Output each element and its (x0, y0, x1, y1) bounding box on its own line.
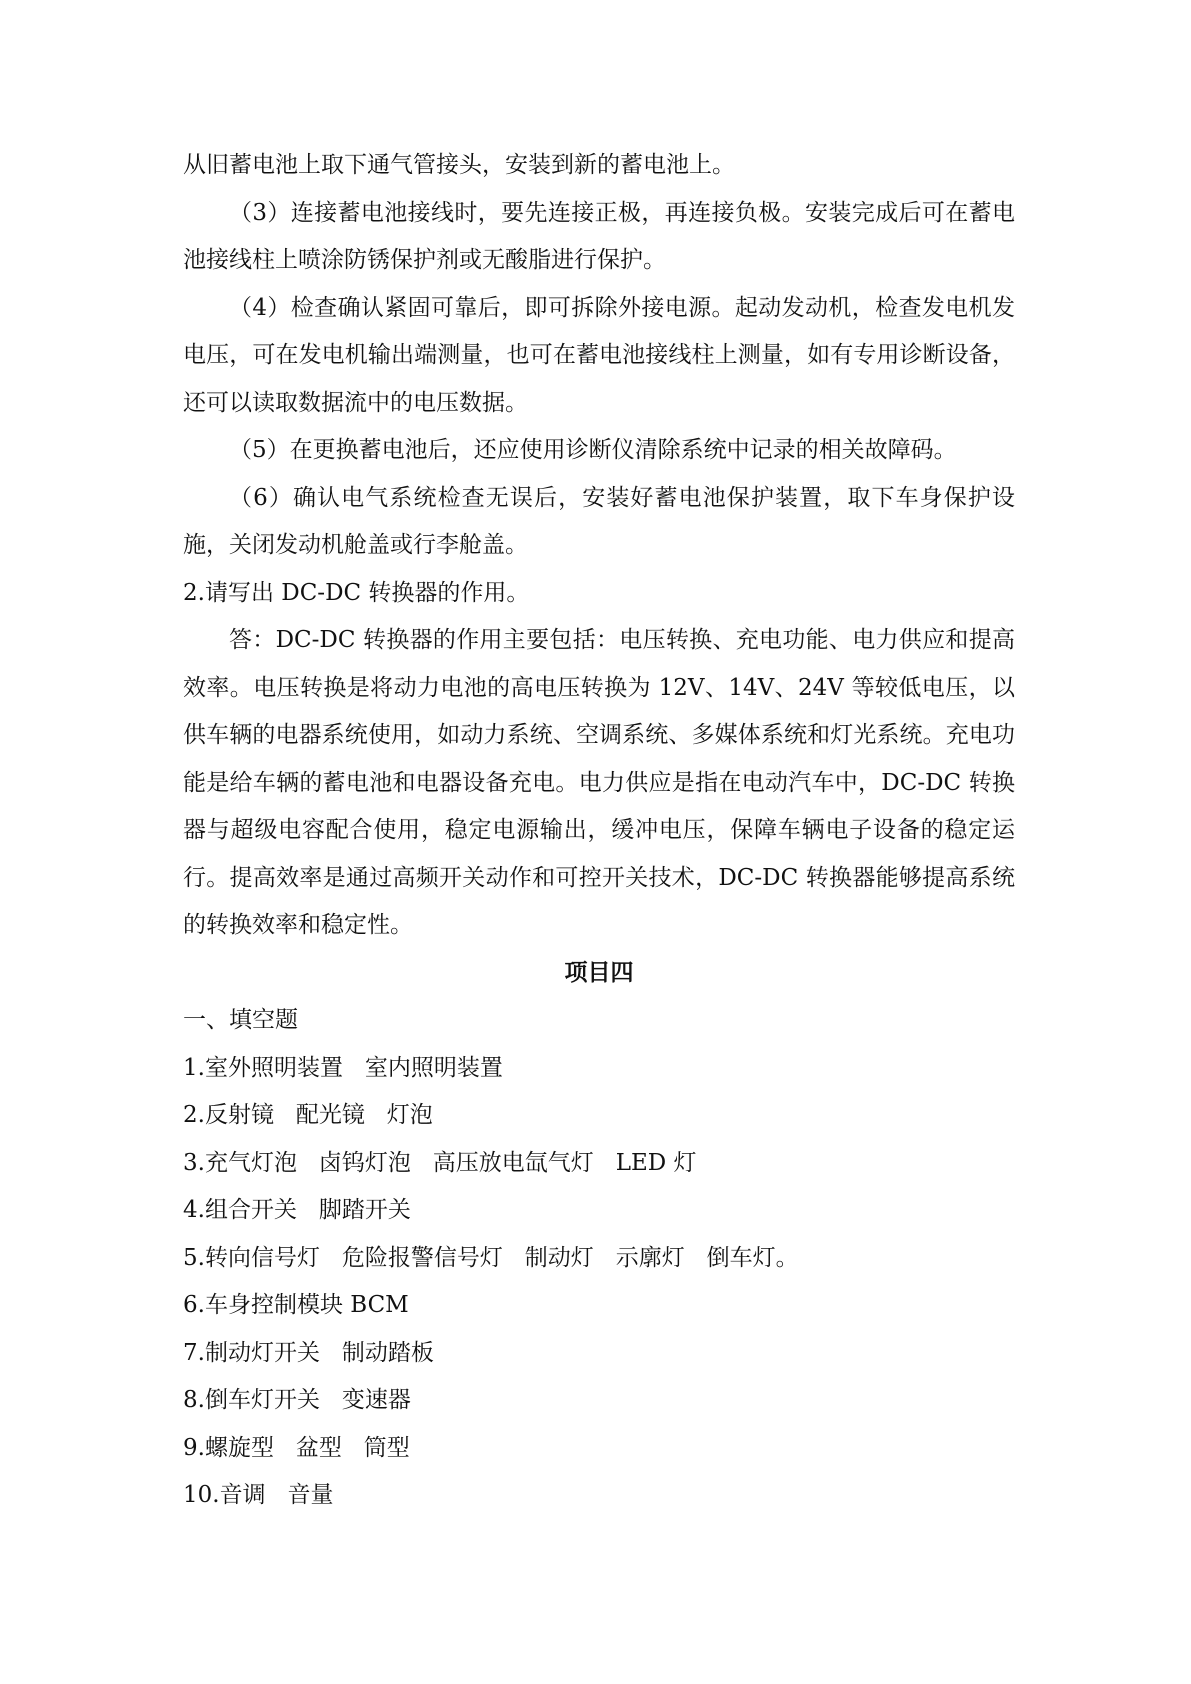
paragraph-step-4: （4）检查确认紧固可靠后，即可拆除外接电源。起动发动机，检查发电机发电压，可在发电机输出端测量，也可在蓄电池接线柱上测量，如有专用诊断设备，还可以读取数据流中的电压数据。 (183, 294, 1015, 416)
paragraph-vent-tube: 从旧蓄电池上取下通气管接头，安装到新的蓄电池上。 (183, 152, 735, 178)
section-title: 项目四 (564, 959, 634, 986)
question-2: 2.请写出 DC-DC 转换器的作用。 (183, 579, 530, 606)
answer-item-5: 5.转向信号灯 危险报警信号灯 制动灯 示廓灯 倒车灯。 (183, 1244, 799, 1271)
answer-item-1: 1.室外照明装置 室内照明装置 (183, 1054, 503, 1081)
answer-item-8: 8.倒车灯开关 变速器 (183, 1387, 411, 1413)
subsection-title: 一、填空题 (183, 1007, 298, 1033)
document-content (183, 142, 1015, 1520)
paragraph-step-5: （5）在更换蓄电池后，还应使用诊断仪清除系统中记录的相关故障码。 (229, 437, 957, 463)
paragraph-step-3: （3）连接蓄电池接线时，要先连接正极，再连接负极。安装完成后可在蓄电池接线柱上喷涂防锈保护剂或无酸脂进行保护。 (183, 199, 1015, 273)
answer-item-3: 3.充气灯泡 卤钨灯泡 高压放电氙气灯 LED 灯 (183, 1149, 697, 1176)
answer-item-10: 10.音调 音量 (183, 1482, 334, 1508)
answer-2: 答：DC-DC 转换器的作用主要包括：电压转换、充电功能、电力供应和提高效率。电压转换是将动力电池的高电压转换为 12V、14V、24V 等较低电压，以供车辆的电器系统使用，如动力系统、空调系统、多媒体系统和灯光系统。充电功能是给车辆的蓄电池和电器设备充电。电力供应是指在电动汽车中，DC-DC 转换器与超级电容配合使用，稳定电源输出，缓冲电压，保障车辆电子设备的稳定运行。提高效率是通过高频开关动作和可控开关技术，DC-DC 转换器能够提高系统的转换效率和稳定性。 (183, 627, 1015, 938)
paragraph-step-6: （6）确认电气系统检查无误后，安装好蓄电池保护装置，取下车身保护设施，关闭发动机舱盖或行李舱盖。 (183, 484, 1015, 558)
answer-item-9: 9.螺旋型 盆型 筒型 (183, 1434, 410, 1461)
answer-item-6: 6.车身控制模块 BCM (183, 1292, 409, 1318)
answer-item-4: 4.组合开关 脚踏开关 (183, 1197, 411, 1223)
answer-item-7: 7.制动灯开关 制动踏板 (183, 1339, 434, 1366)
answer-item-2: 2.反射镜 配光镜 灯泡 (183, 1102, 433, 1128)
